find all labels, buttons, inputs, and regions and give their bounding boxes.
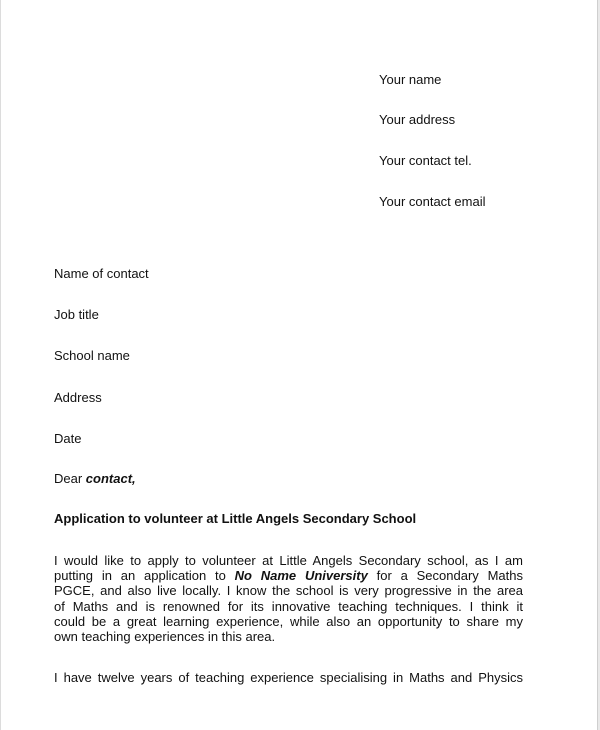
recipient-job-title: Job title [54, 307, 99, 322]
sender-tel: Your contact tel. [379, 153, 472, 168]
recipient-address: Address [54, 390, 102, 405]
salutation [54, 471, 136, 487]
salutation-prefix: Dear [54, 471, 86, 486]
sender-email: Your contact email [379, 194, 486, 209]
letter-date: Date [54, 431, 82, 446]
paragraph-1-line-1: I would like to apply to volunteer at Little Angels Secondary school, as I am [54, 553, 523, 568]
university-name: No Name University [234, 568, 368, 584]
paragraph-1-line-3: PGCE, and also live locally. I know the school is very progressive in the area [54, 583, 523, 599]
line-2-text-after: for a Secondary Maths [367, 568, 523, 584]
paragraph-1-line-2 [54, 568, 523, 583]
paragraph-2-line-1: I have twelve years of teaching experience specialising in Maths and Physics [54, 670, 523, 685]
body-paragraph-1 [54, 553, 523, 644]
paragraph-1-line-4: of Maths and is renowned for its innovative teaching techniques. I think it [54, 598, 523, 614]
line-2-text-before: putting in an application to [54, 568, 235, 584]
paragraph-1-line-6: own teaching experiences in this area. [54, 629, 276, 645]
salutation-name: contact [85, 471, 133, 486]
body-paragraph-2 [54, 670, 523, 685]
letter-subject: Application to volunteer at Little Angels Secondary School [54, 511, 417, 526]
sender-address: Your address [379, 112, 456, 127]
paragraph-1-line-5: could be a great learning experience, while also an opportunity to share my [54, 613, 523, 629]
recipient-contact: Name of contact [54, 266, 149, 281]
sender-name: Your name [379, 72, 442, 87]
salutation-suffix: , [132, 471, 136, 486]
recipient-school: School name [54, 348, 130, 363]
